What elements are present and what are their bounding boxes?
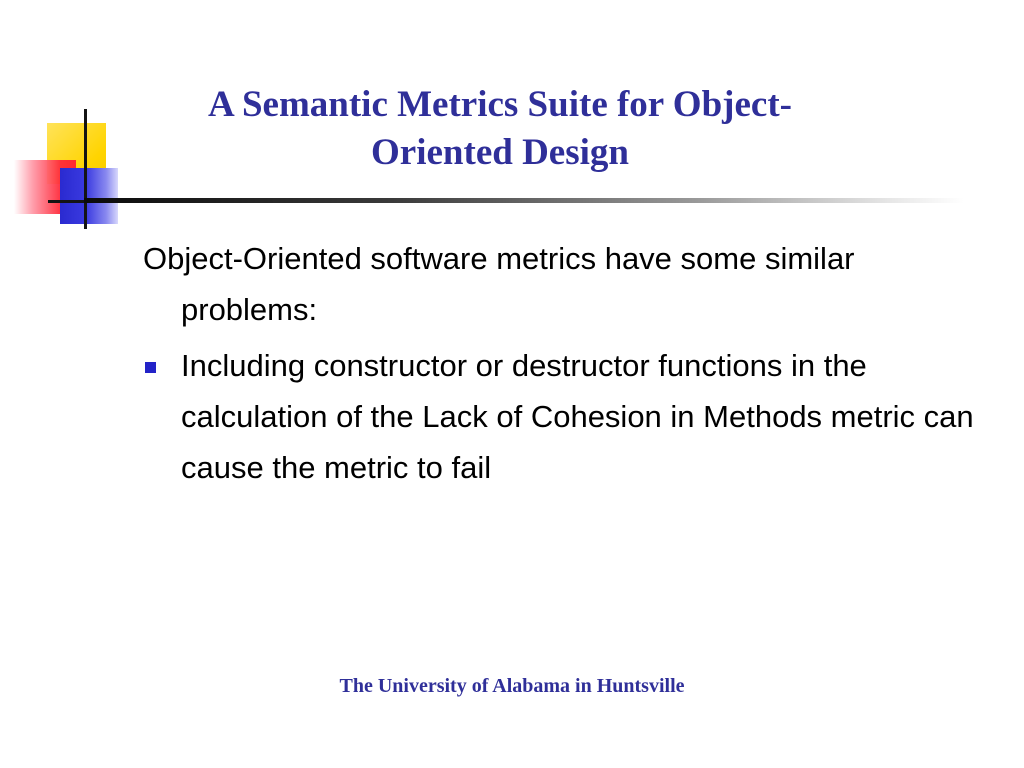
bullet-item: [143, 340, 983, 493]
title-underline-rule: [84, 198, 964, 203]
intro-paragraph: Object-Oriented software metrics have some similar problems:: [143, 241, 855, 327]
slide-title-line-1: A Semantic Metrics Suite for Object-: [208, 84, 792, 125]
slide-title-line-2: Oriented Design: [371, 132, 629, 173]
bullet-text: Including constructor or destructor functions in the calculation of the Lack of Cohesion in Methods metric can cause the metric to fail: [181, 348, 974, 485]
slide-body: [143, 233, 983, 493]
short-horizontal-rule: [48, 200, 88, 203]
slide-footer: The University of Alabama in Huntsville: [339, 675, 685, 697]
slide-title: [100, 81, 900, 177]
vertical-rule: [84, 109, 87, 229]
square-bullet-icon: [145, 362, 156, 373]
